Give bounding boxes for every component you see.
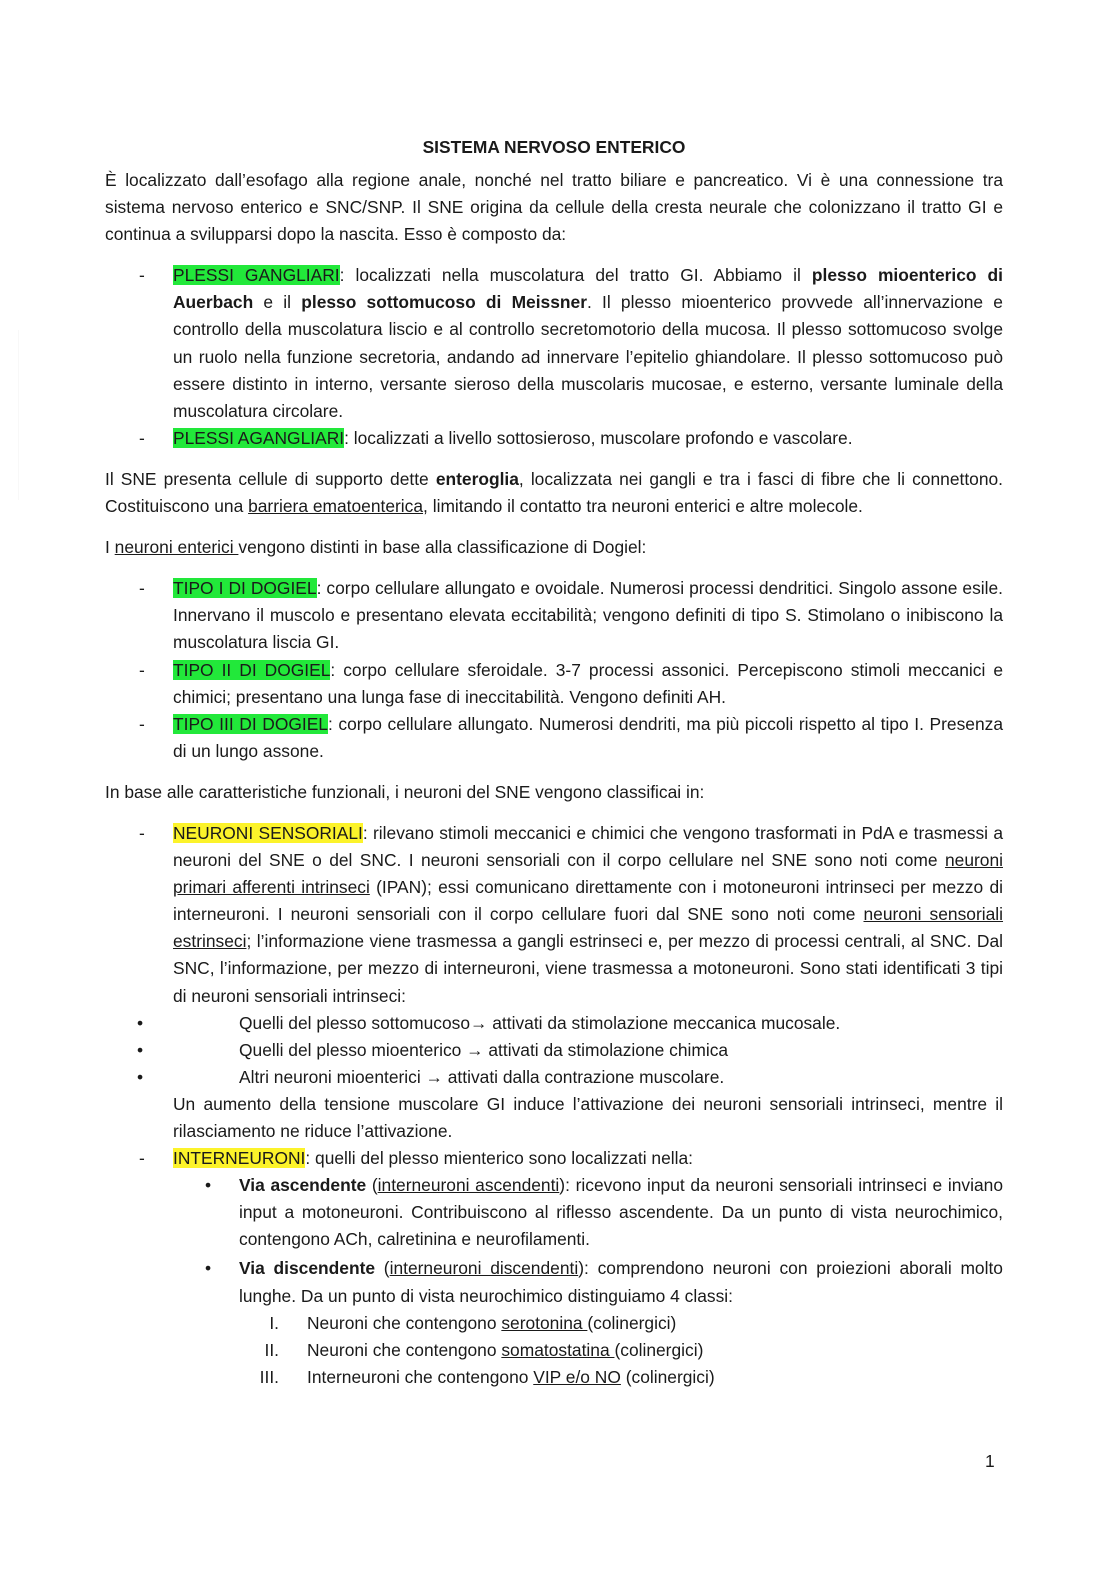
dogiel-list xyxy=(105,575,1003,765)
list-item-interneuroni: - INTERNEURONI: quelli del plesso mienterico sono localizzati nella: • Via ascendente (interneuroni ascendenti): ricevono input da neuroni sensoriali intrinseci e inviano input a motoneuroni. Contribuiscono al riflesso ascendente. Da un punto di vista neurochimico, contengono ACh, calretinina e neurofilamenti. • Via discendente (interneuroni discendenti): comprendono neuroni con proiezioni aborali molto lunghe. Da un punto di vista neurochimico distinguiamo 4 classi: I. Neuroni che contengono serotonina (colinergici) II. Neuroni che contengono somatostatina (colinergici) III. Interneuroni che contengono VIP e/o NO (colinergici) xyxy=(105,1145,1003,1391)
highlight-term: PLESSI AGANGLIARI xyxy=(173,427,345,448)
bold-term: Via discendente xyxy=(239,1258,376,1279)
underlined-term: interneuroni discendenti xyxy=(389,1258,579,1279)
plessi-list xyxy=(105,262,1003,452)
list-item-plessi-agangliari: - PLESSI AGANGLIARI: localizzati a livello sottosieroso, muscolare profondo e vascolare. xyxy=(105,425,1003,452)
highlight-term: INTERNEURONI xyxy=(173,1148,306,1169)
list-item-classe: III. Interneuroni che contengono VIP e/o NO (colinergici) xyxy=(259,1366,715,1387)
bullet-via-discendente: • Via discendente (interneuroni discendenti): comprendono neuroni con proiezioni aborali molto lunghe. Da un punto di vista neurochimico distinguiamo 4 classi: I. Neuroni che contengono serotonina (colinergici) II. Neuroni che contengono somatostatina (colinergici) III. Interneuroni che contengono VIP e/o NO (colinergici) xyxy=(173,1255,1003,1390)
underlined-term: VIP e/o NO xyxy=(533,1366,621,1387)
bullet-item: • Quelli del plesso mioenterico → attivati da stimolazione chimica xyxy=(105,1037,1003,1064)
interneuroni-bullets xyxy=(173,1172,1003,1391)
list-item-plessi-gangliari: - PLESSI GANGLIARI: localizzati nella muscolatura del tratto GI. Abbiamo il plesso mioenterico di Auerbach e il plesso sottomucoso di Meissner. Il plesso mioenterico provvede all’innervazione e controllo della muscolatura liscio e al controllo secretomotorio della mucosa. Il plesso sottomucoso svolge un ruolo nella funzione secretoria, andando ad innervare l’epitelio ghiandolare. Il plesso sottomucoso può essere distinto in interno, versante sieroso della muscolaris mucosae, e esterno, versante luminale della muscolatura circolare. xyxy=(105,262,1003,425)
highlight-term: PLESSI GANGLIARI xyxy=(173,265,340,286)
sensoriali-bullets xyxy=(105,1010,1003,1091)
page-title: SISTEMA NERVOSO ENTERICO xyxy=(422,137,686,157)
list-item-classe: I. Neuroni che contengono serotonina (colinergici) xyxy=(269,1312,677,1333)
bold-term: enteroglia xyxy=(435,468,519,489)
underlined-term: interneuroni ascendenti xyxy=(377,1175,560,1196)
funzionali-list xyxy=(105,820,1003,1391)
highlight-term: TIPO I DI DOGIEL xyxy=(173,578,317,599)
bold-term: plesso mioenterico di Auerbach xyxy=(173,265,1003,313)
list-item-classe: II. Neuroni che contengono somatostatina (colinergici) xyxy=(264,1339,704,1360)
underlined-term: barriera ematoenterica xyxy=(248,496,424,517)
document-page xyxy=(105,134,1003,1391)
highlight-term: TIPO III DI DOGIEL xyxy=(173,713,328,734)
underlined-term: neuroni sensoriali estrinseci xyxy=(173,904,1004,952)
bullet-via-ascendente: • Via ascendente (interneuroni ascendenti): ricevono input da neuroni sensoriali intrinseci e inviano input a motoneuroni. Contribuiscono al riflesso ascendente. Da un punto di vista neurochimico, contengono ACh, calretinina e neurofilamenti. xyxy=(173,1172,1003,1253)
dogiel-intro-paragraph: I neuroni enterici vengono distinti in base alla classificazione di Dogiel: xyxy=(105,537,647,558)
watermark xyxy=(18,330,89,500)
bold-term: plesso sottomucoso di Meissner xyxy=(301,292,587,313)
intro-paragraph: È localizzato dall’esofago alla regione anale, nonché nel tratto biliare e pancreatico. Vi è una connessione tra sistema nervoso enterico e SNC/SNP. Il SNE origina da cellule della cresta neurale che colonizzano il tratto GI e continua a svilupparsi dopo la nascita. Esso è composto da: xyxy=(105,170,1003,245)
list-item-dogiel-3: - TIPO III DI DOGIEL: corpo cellulare allungato. Numerosi dendriti, ma più piccoli rispetto al tipo I. Presenza di un lungo assone. xyxy=(105,711,1003,765)
underlined-term: somatostatina xyxy=(501,1339,615,1360)
funzionali-intro-paragraph: In base alle caratteristiche funzionali, i neuroni del SNE vengono classificai in: xyxy=(105,781,705,802)
highlight-term: TIPO II DI DOGIEL xyxy=(173,659,331,680)
underlined-term: serotonina xyxy=(501,1312,588,1333)
bullet-item: • Quelli del plesso sottomucoso→ attivati da stimolazione meccanica mucosale. xyxy=(105,1010,1003,1037)
underlined-term: neuroni enterici xyxy=(114,537,239,558)
bullet-item: • Altri neuroni mioenterici → attivati dalla contrazione muscolare. xyxy=(105,1064,1003,1091)
page-number: 1 xyxy=(985,1451,995,1471)
classi-list xyxy=(173,1310,1003,1391)
enteroglia-paragraph: Il SNE presenta cellule di supporto dette enteroglia, localizzata nei gangli e tra i fasci di fibre che li connettono. Costituiscono una barriera ematoenterica, limitando il contatto tra neuroni enterici e altre molecole. xyxy=(105,468,1003,517)
sensoriali-closing: Un aumento della tensione muscolare GI induce l’attivazione dei neuroni sensoriali intrinseci, mentre il rilasciamento ne riduce l’attivazione. xyxy=(173,1093,1003,1141)
list-item-neuroni-sensoriali: - NEURONI SENSORIALI: rilevano stimoli meccanici e chimici che vengono trasformati in PdA e trasmessi a neuroni del SNE o del SNC. I neuroni sensoriali con il corpo cellulare nel SNE sono noti come neuroni primari afferenti intrinseci (IPAN); essi comunicano direttamente con i motoneuroni intrinseci per mezzo di interneuroni. I neuroni sensoriali con il corpo cellulare fuori dal SNE sono noti come neuroni sensoriali estrinseci; l’informazione viene trasmessa a gangli estrinseci e, per mezzo di processi centrali, al SNC. Dal SNC, l’informazione, per mezzo di interneuroni, viene trasmessa a motoneuroni. Sono stati identificati 3 tipi di neuroni sensoriali intrinseci: • Quelli del plesso sottomucoso→ attivati da stimolazione meccanica mucosale. • Quelli del plesso mioenterico → attivati da stimolazione chimica • Altri neuroni mioenterici → attivati dalla contrazione muscolare. Un aumento della tensione muscolare GI induce l’attivazione dei neuroni sensoriali intrinseci, mentre il rilasciamento ne riduce l’attivazione. xyxy=(105,820,1003,1145)
list-item-dogiel-2: - TIPO II DI DOGIEL: corpo cellulare sferoidale. 3-7 processi assonici. Percepiscono stimoli meccanici e chimici; presentano una lunga fase di ineccitabilità. Vengono definiti AH. xyxy=(105,657,1003,711)
list-item-dogiel-1: - TIPO I DI DOGIEL: corpo cellulare allungato e ovoidale. Numerosi processi dendritici. Singolo assone esile. Innervano il muscolo e presentano elevata eccitabilità; vengono definiti di tipo S. Stimolano o inibiscono la muscolatura liscia GI. xyxy=(105,575,1003,656)
underlined-term: neuroni primari afferenti intrinseci xyxy=(173,850,1003,898)
bold-term: Via ascendente xyxy=(239,1175,367,1196)
highlight-term: NEURONI SENSORIALI xyxy=(173,822,363,843)
